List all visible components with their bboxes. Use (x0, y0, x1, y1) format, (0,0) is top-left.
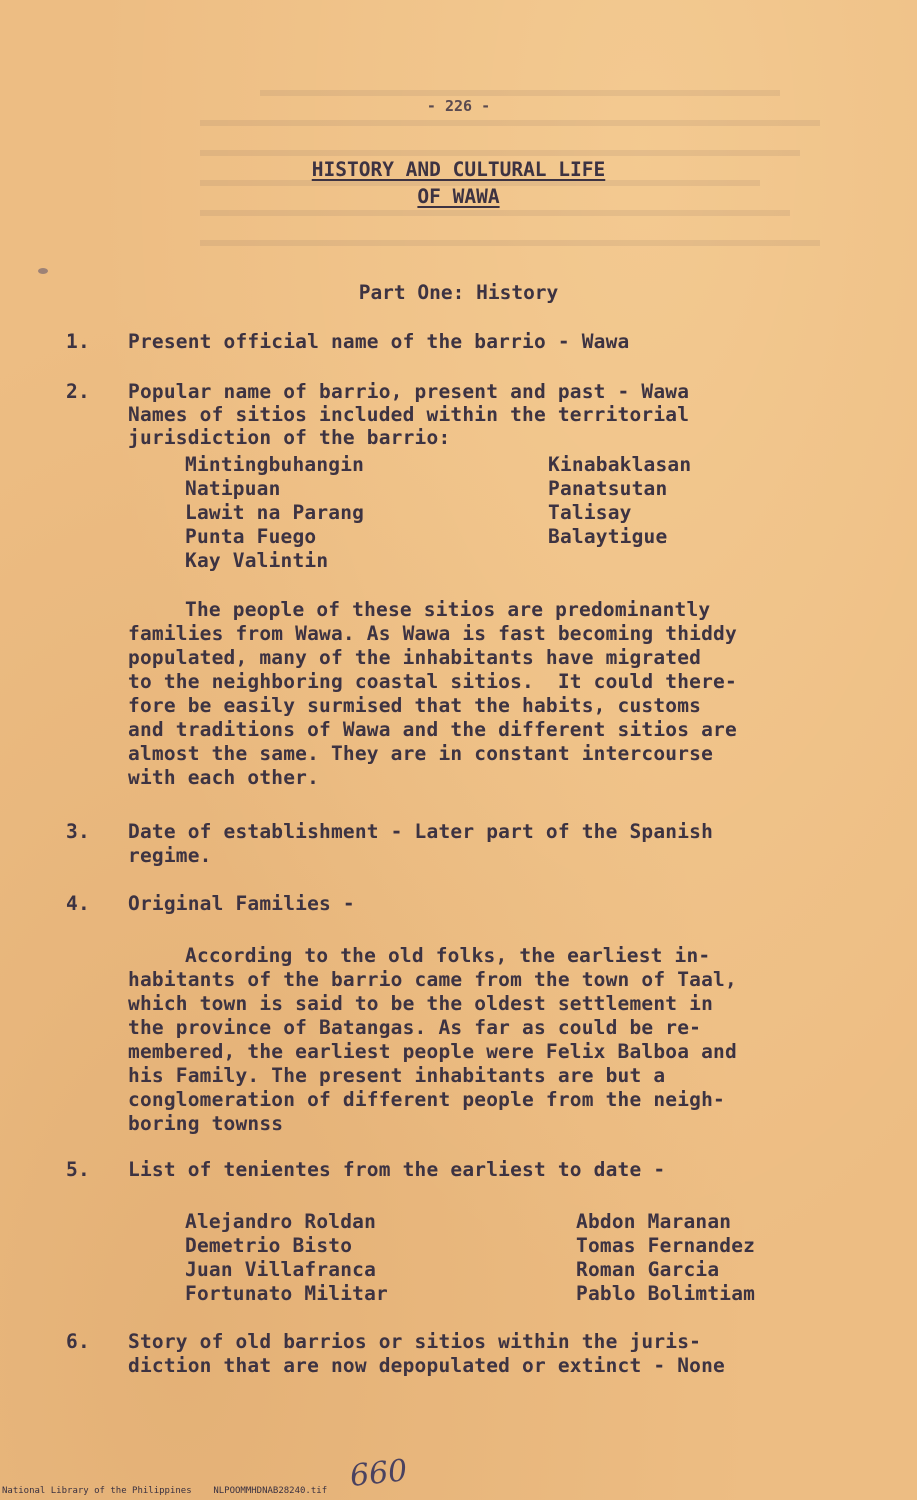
paragraph-line: According to the old folks, the earliest in- (185, 944, 711, 967)
sitio-name: Balaytigue (548, 525, 668, 548)
paragraph-line: almost the same. They are in constant intercourse (128, 742, 714, 765)
paragraph-line: families from Wawa. As Wawa is fast becoming thiddy (128, 622, 737, 645)
paragraph-line: which town is said to be the oldest settlement in (128, 992, 714, 1015)
handwritten-page-number: 660 (348, 1453, 409, 1494)
sitio-name: Mintingbuhangin (185, 453, 365, 476)
paragraph-line: with each other. (128, 766, 320, 789)
sitio-name: Punta Fuego (185, 525, 317, 548)
sitio-name: Talisay (548, 501, 632, 524)
teniente-name: Pablo Bolimtiam (576, 1282, 756, 1305)
teniente-name: Tomas Fernandez (576, 1234, 756, 1257)
document-title-line2: OF WAWA (417, 185, 500, 208)
item-number: 2. (66, 380, 90, 403)
teniente-name: Fortunato Militar (185, 1282, 388, 1305)
paragraph-line: conglomeration of different people from the neigh- (128, 1088, 725, 1111)
item-text-line: List of tenientes from the earliest to date - (128, 1158, 666, 1181)
ink-mark (38, 268, 48, 274)
paragraph-line: membered, the earliest people were Felix Balboa and (128, 1040, 737, 1063)
teniente-name: Demetrio Bisto (185, 1234, 353, 1257)
item-number: 3. (66, 820, 90, 843)
paragraph-line: his Family. The present inhabitants are but a (128, 1064, 666, 1087)
teniente-name: Alejandro Roldan (185, 1210, 377, 1233)
item-number: 1. (66, 330, 90, 353)
paragraph-line: fore be easily surmised that the habits, customs (128, 694, 702, 717)
item-text-line: Present official name of the barrio - Wawa (128, 330, 630, 353)
teniente-name: Juan Villafranca (185, 1258, 377, 1281)
paragraph-line: and traditions of Wawa and the different sitios are (128, 718, 737, 741)
page-number: - 226 - (426, 97, 491, 115)
document-title-line1: HISTORY AND CULTURAL LIFE (311, 158, 606, 181)
section-heading: Part One: History (358, 281, 559, 304)
paragraph-line: habitants of the barrio came from the town of Taal, (128, 968, 737, 991)
teniente-name: Abdon Maranan (576, 1210, 732, 1233)
paragraph-line: boring townss (128, 1112, 284, 1135)
item-text-line: Story of old barrios or sitios within the juris- (128, 1330, 702, 1353)
item-text-line: Original Families - (128, 892, 355, 915)
item-text-line: Names of sitios included within the territorial (128, 403, 690, 426)
sitio-name: Lawit na Parang (185, 501, 365, 524)
item-number: 6. (66, 1330, 90, 1353)
sitio-name: Kay Valintin (185, 549, 329, 572)
sitio-name: Kinabaklasan (548, 453, 692, 476)
item-text-line: Popular name of barrio, present and past - Wawa (128, 380, 690, 403)
teniente-name: Roman Garcia (576, 1258, 720, 1281)
sitio-name: Natipuan (185, 477, 281, 500)
item-text-line: Date of establishment - Later part of the Spanish (128, 820, 714, 843)
item-number: 4. (66, 892, 90, 915)
item-text-line: jurisdiction of the barrio: (128, 426, 451, 449)
sitio-name: Panatsutan (548, 477, 668, 500)
paragraph-line: The people of these sitios are predominantly (185, 598, 711, 621)
paragraph-line: the province of Batangas. As far as could be re- (128, 1016, 702, 1039)
archive-footer: National Library of the Philippines NLPOOMMHDNAB28240.tif (2, 1486, 328, 1496)
item-text-line: regime. (128, 844, 212, 867)
paragraph-line: to the neighboring coastal sitios. It could there- (128, 670, 737, 693)
paragraph-line: populated, many of the inhabitants have migrated (128, 646, 702, 669)
item-text-line: diction that are now depopulated or extinct - None (128, 1354, 725, 1377)
item-number: 5. (66, 1158, 90, 1181)
